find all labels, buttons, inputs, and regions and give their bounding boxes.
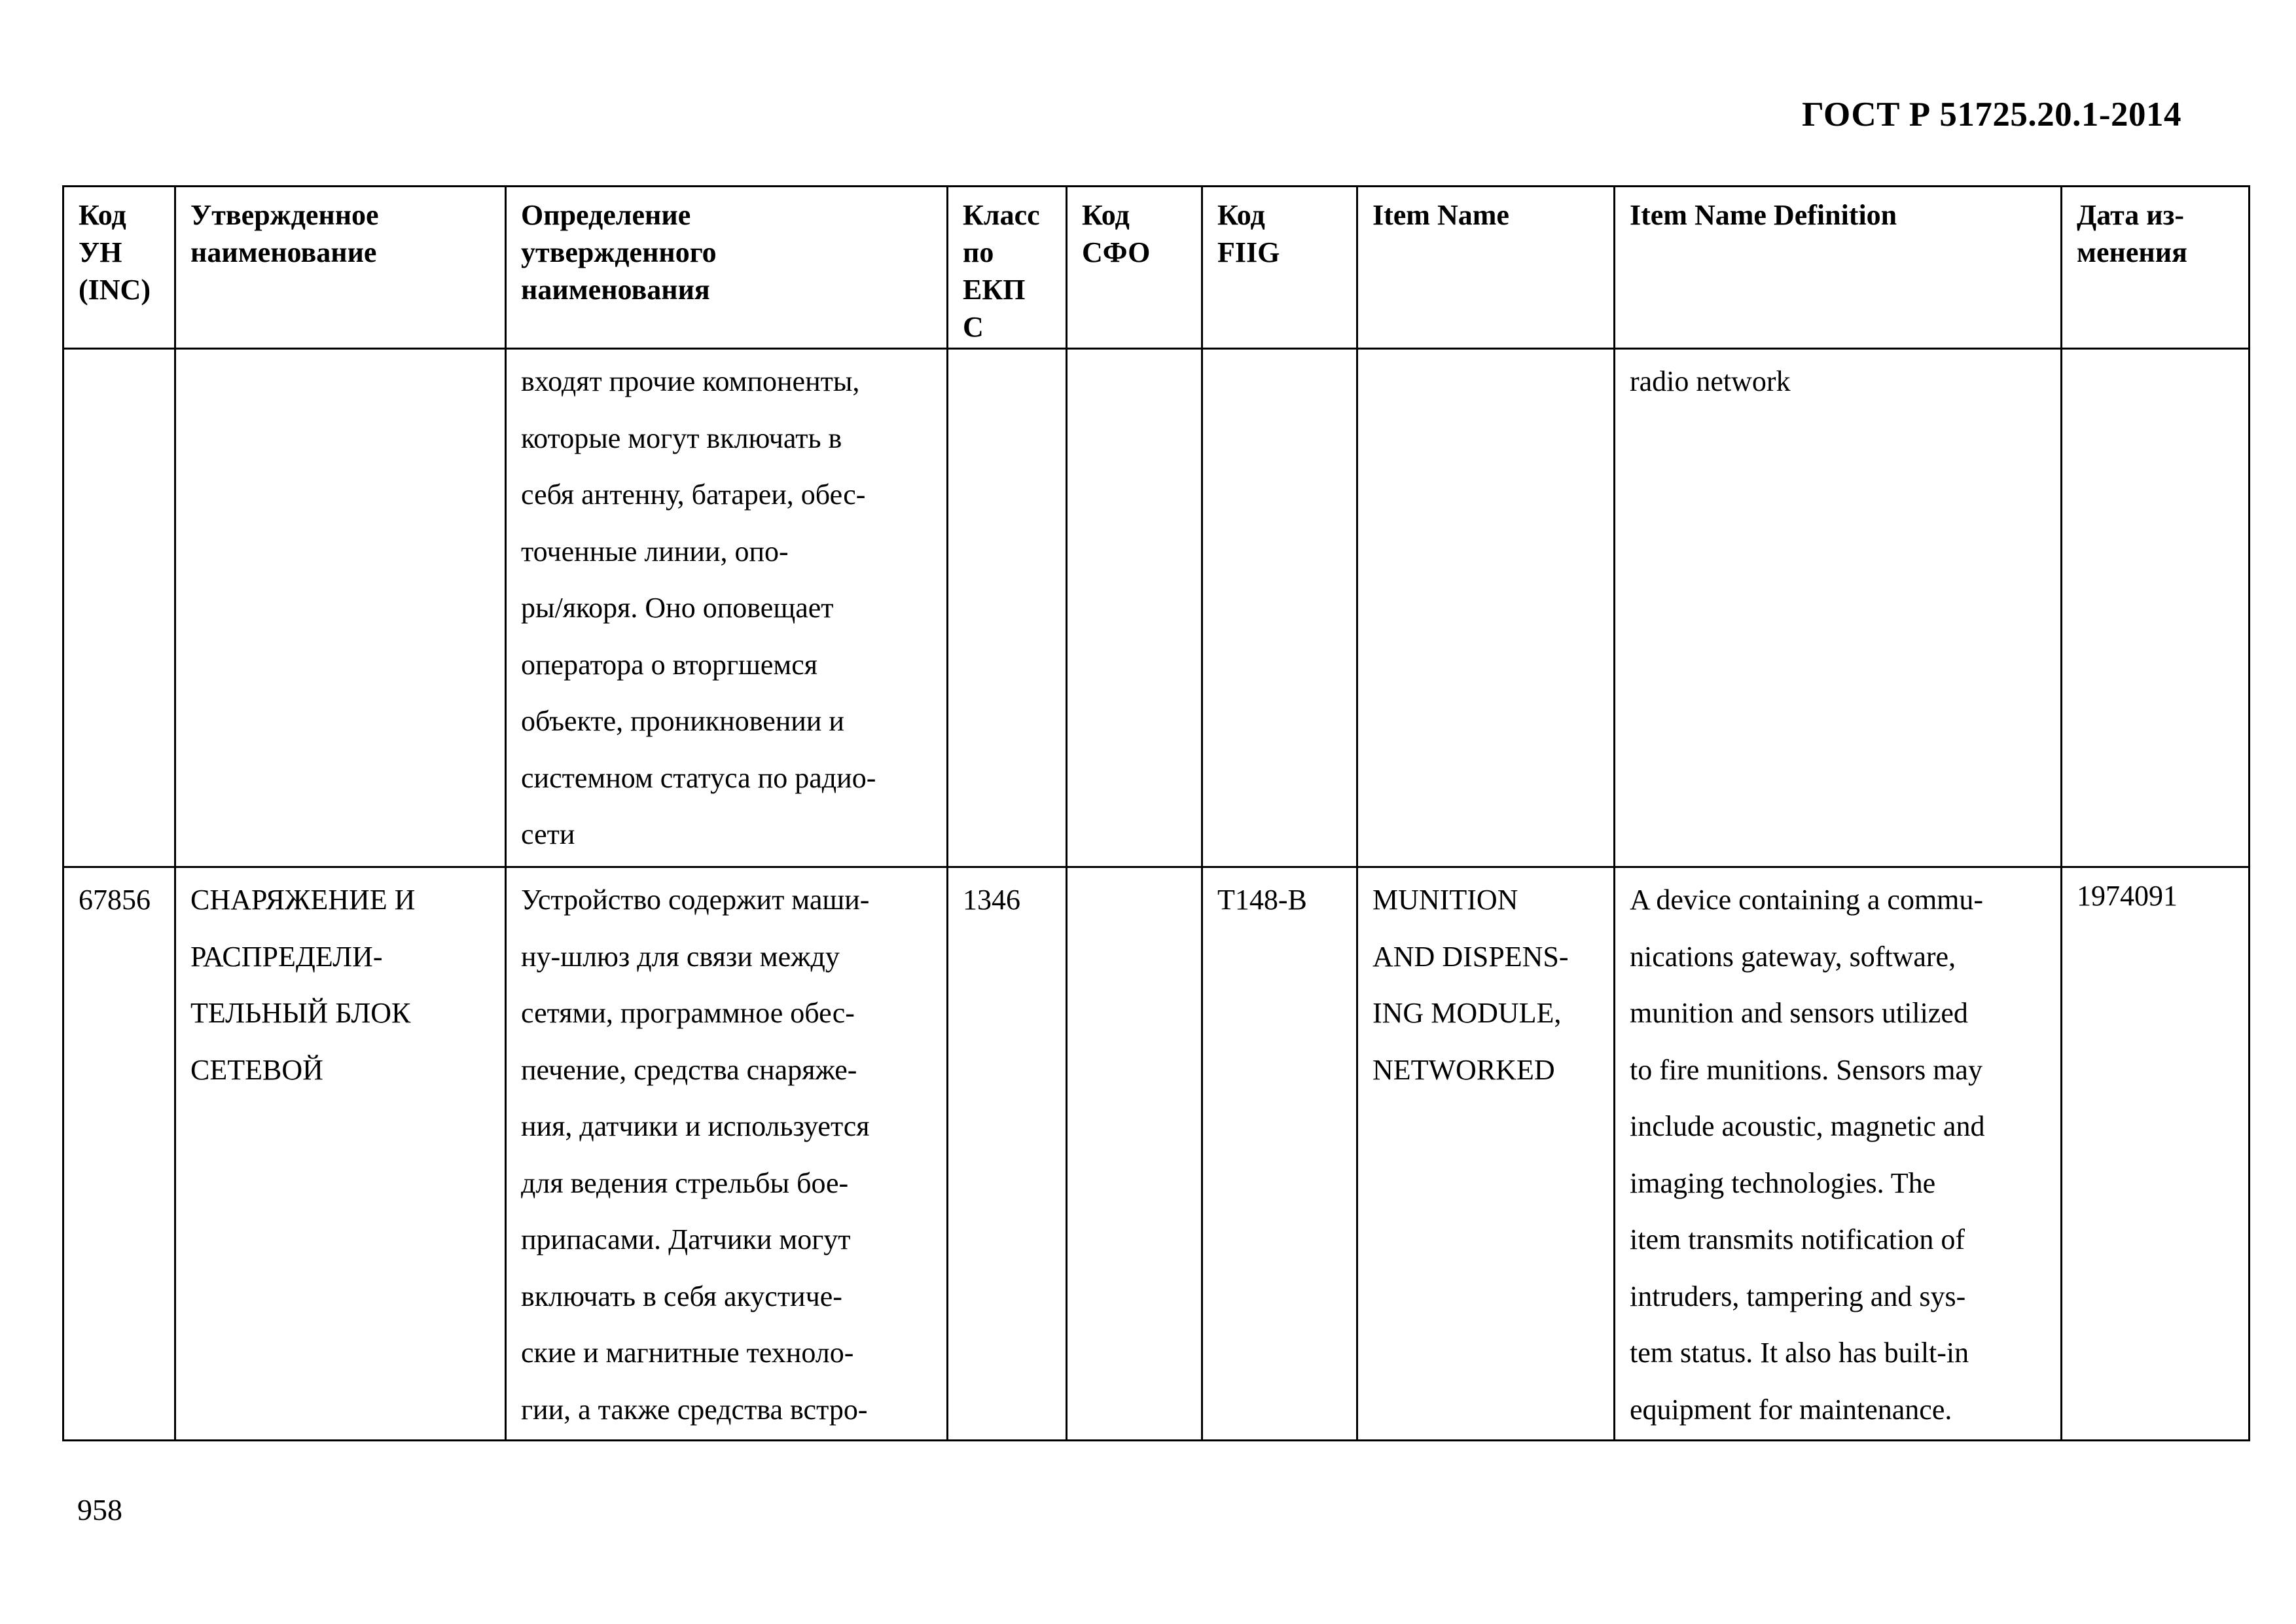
cell-change-date (2062, 349, 2250, 867)
header-approved-name-definition: Определение утвержденного наименования (506, 187, 948, 349)
table-row (63, 867, 2250, 1441)
cell-sfo-code (1067, 867, 1202, 1441)
document-standard-code: ГОСТ Р 51725.20.1-2014 (1802, 96, 2181, 134)
header-item-name: Item Name (1357, 187, 1615, 349)
table-row (63, 349, 2250, 867)
header-change-date: Дата из- менения (2062, 187, 2250, 349)
cell-approved-name: СНАРЯЖЕНИЕ И РАСПРЕДЕЛИ- ТЕЛЬНЫЙ БЛОК СЕТЕВОЙ (175, 867, 506, 1441)
cell-class (948, 349, 1067, 867)
classification-table (62, 185, 2250, 1441)
header-approved-name: Утвержденное наименование (175, 187, 506, 349)
cell-approved-name (175, 349, 506, 867)
cell-inc (63, 349, 175, 867)
cell-definition: входят прочие компоненты, которые могут включать в себя антенну, батареи, обес- точенные линии, опо- ры/якоря. Оно оповещает оператора о вторгшемся объекте, проникновении и системном статуса по радио- сети (506, 349, 948, 867)
table-header-row (63, 187, 2250, 349)
header-item-name-definition: Item Name Definition (1615, 187, 2062, 349)
cell-definition: Устройство содержит маши- ну-шлюз для связи между сетями, программное обес- печение, средства снаряже- ния, датчики и используется для ведения стрельбы бое- припасами. Датчики могут включать в себя акустиче- ские и магнитные техноло- гии, а также средства встро- (506, 867, 948, 1441)
header-ekps-class: Класс по ЕКП С (948, 187, 1067, 349)
header-inc-code: Код УН (INC) (63, 187, 175, 349)
header-fiig-code: Код FIIG (1202, 187, 1357, 349)
cell-item-name (1357, 349, 1615, 867)
cell-fiig-code (1202, 349, 1357, 867)
cell-class: 1346 (948, 867, 1067, 1441)
cell-fiig-code: T148-B (1202, 867, 1357, 1441)
cell-inc: 67856 (63, 867, 175, 1441)
cell-item-name-definition: A device containing a commu- nications gateway, software, munition and sensors utilized to fire munitions. Sensors may include acoustic, magnetic and imaging technologies. The item transmits notification of intruders, tampering and sys- tem status. It also has built-in equipment for maintenance. (1615, 867, 2062, 1441)
cell-item-name-definition: radio network (1615, 349, 2062, 867)
header-sfo-code: Код СФО (1067, 187, 1202, 349)
cell-sfo-code (1067, 349, 1202, 867)
page-number: 958 (77, 1493, 122, 1526)
cell-change-date: 1974091 (2062, 867, 2250, 1441)
cell-item-name: MUNITION AND DISPENS- ING MODULE, NETWORKED (1357, 867, 1615, 1441)
